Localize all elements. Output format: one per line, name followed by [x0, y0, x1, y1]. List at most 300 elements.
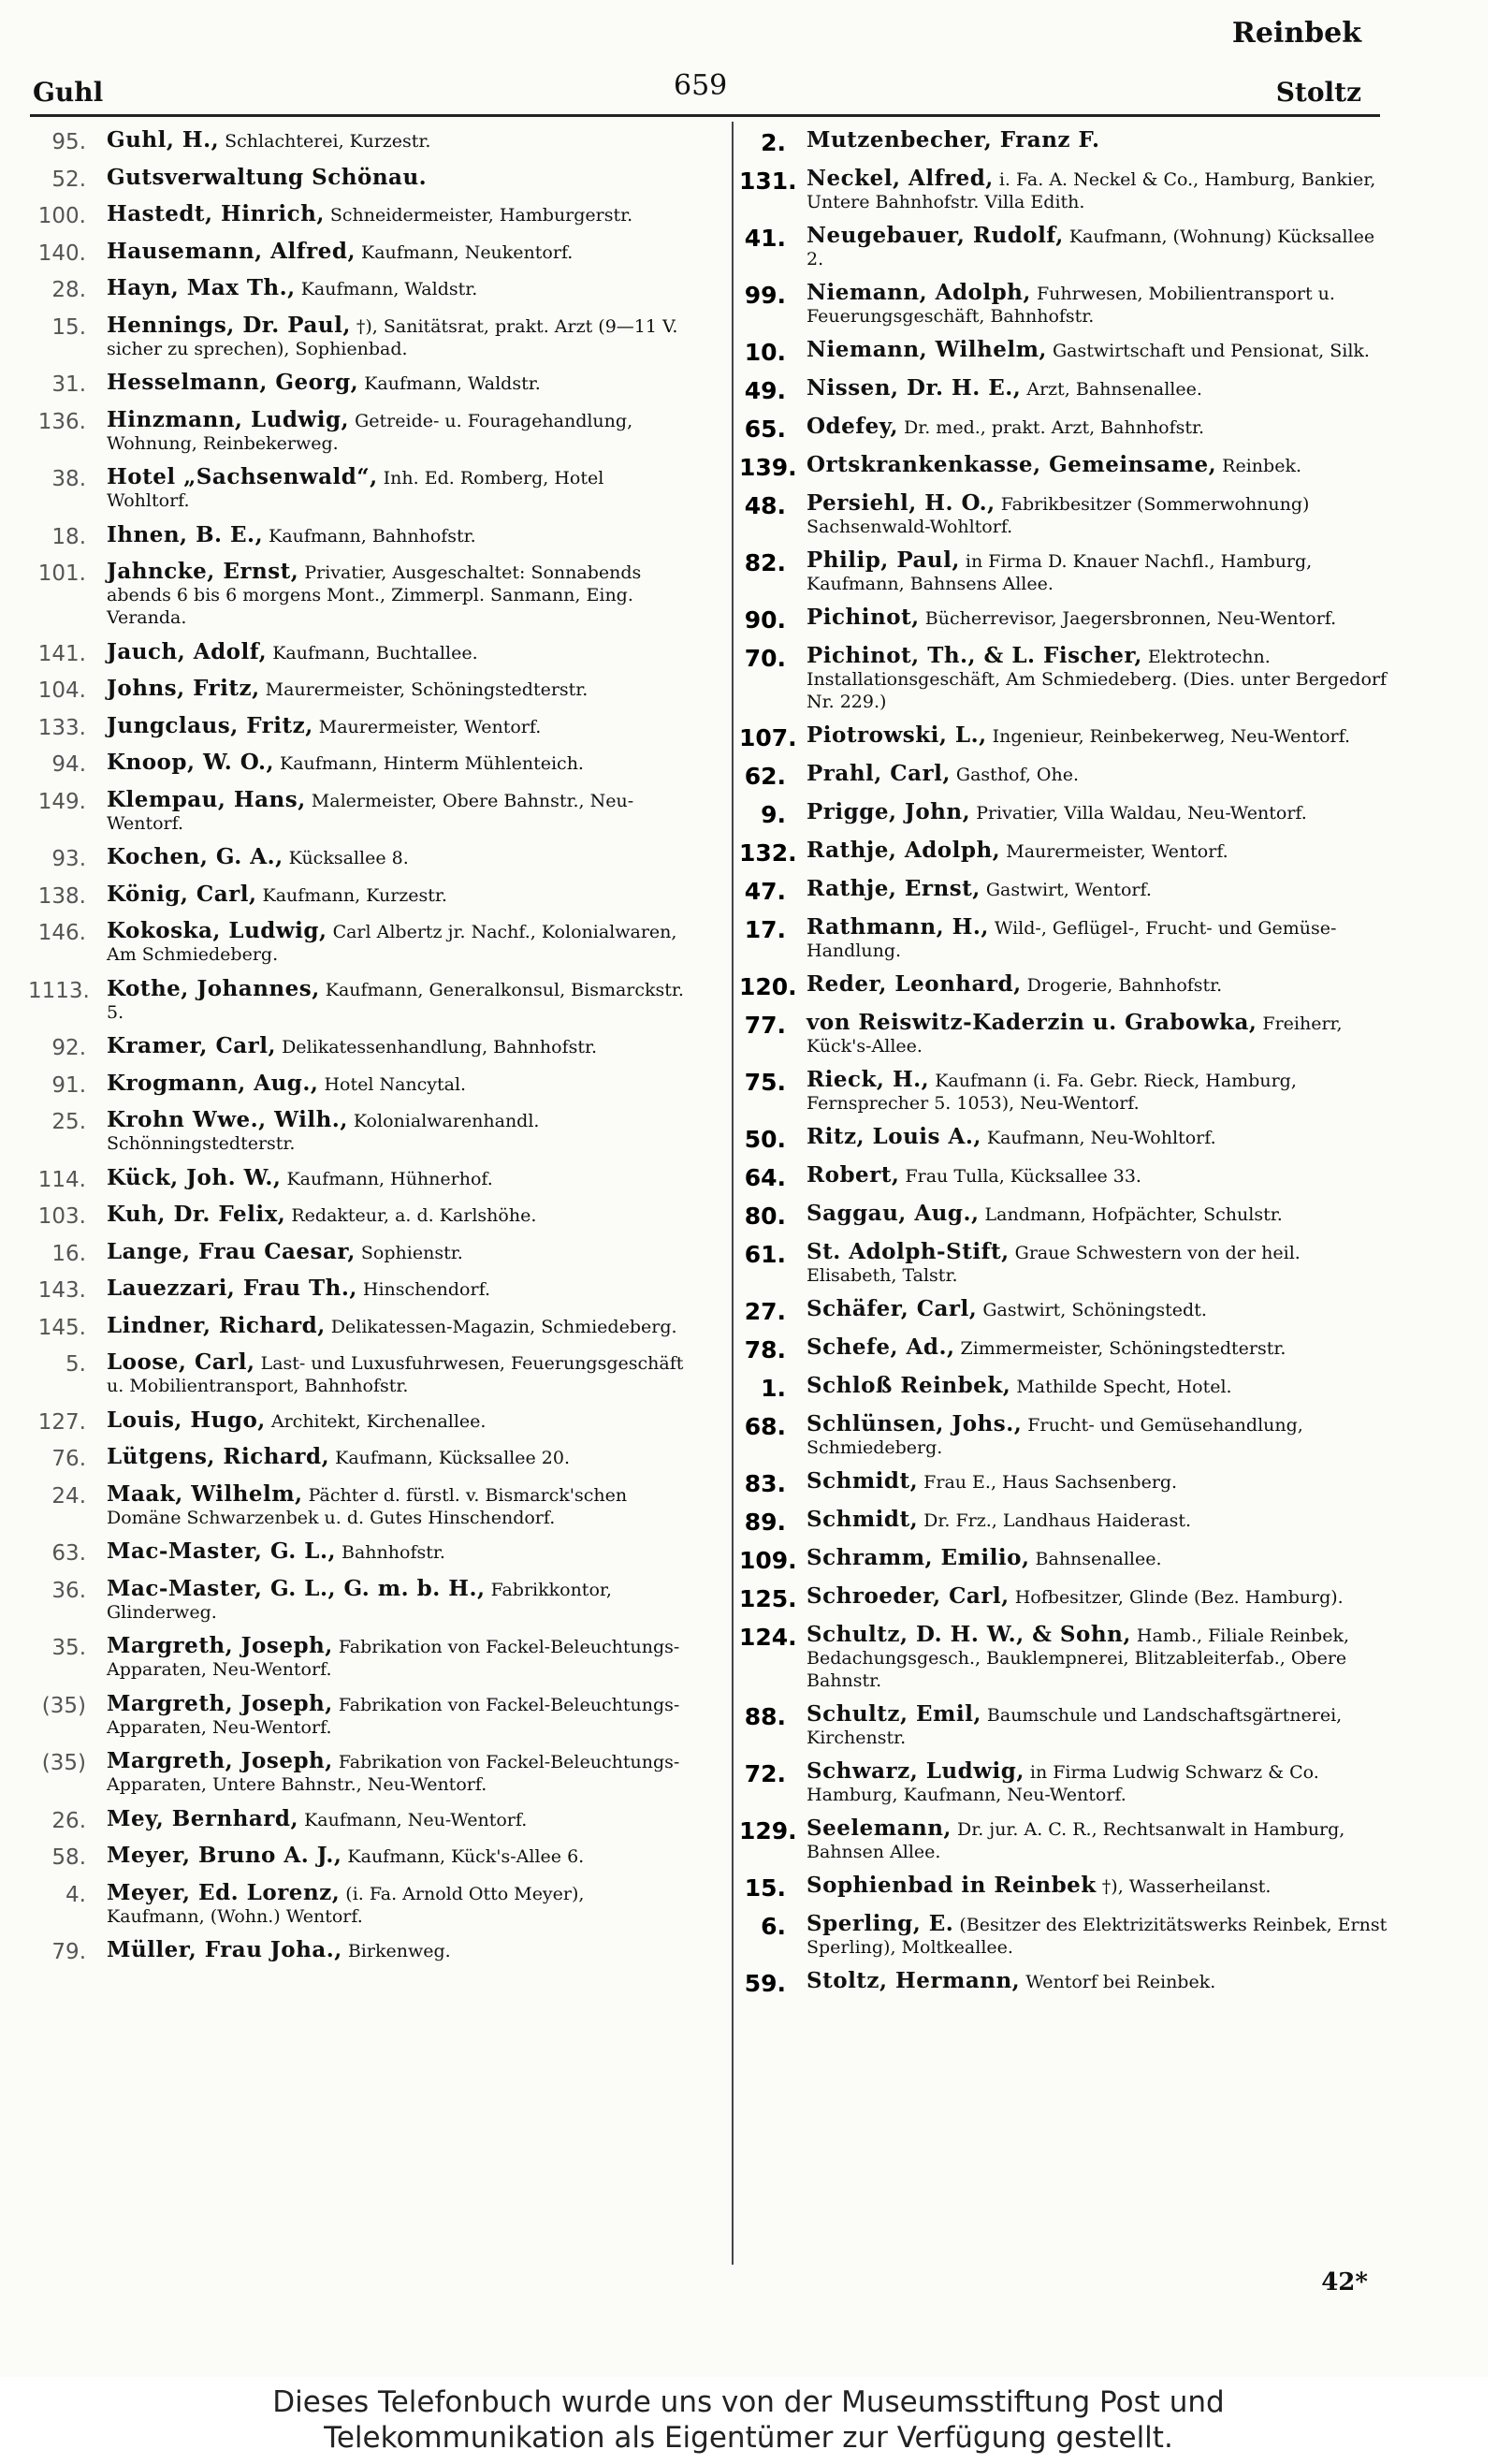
- entry-text: [807, 801, 1389, 824]
- subscriber-details: Fabrikation von Fackel-Beleuchtungs-Apparaten, Untere Bahnstr., Neu-Wentorf.: [107, 1752, 680, 1795]
- subscriber-details: Fabrikation von Fackel-Beleuchtungs-Apparaten, Neu-Wentorf.: [107, 1694, 680, 1738]
- subscriber-name: Rathje, Ernst,: [807, 876, 981, 901]
- entry-text: [807, 645, 1389, 713]
- directory-entry: [28, 846, 688, 871]
- entry-text: [107, 1109, 688, 1155]
- subscriber-name: Schmidt,: [807, 1507, 919, 1532]
- subscriber-details: Frucht- und Gemüsehandlung, Schmiedeberg.: [807, 1415, 1303, 1458]
- subscriber-name: Schramm, Emilio,: [807, 1545, 1030, 1570]
- subscriber-details: Kaufmann, Buchtallee.: [272, 642, 478, 663]
- phone-number: 15.: [744, 1874, 786, 1902]
- entry-text: [807, 1509, 1389, 1532]
- entry-text: [807, 1336, 1389, 1360]
- entry-text: [107, 466, 688, 512]
- entry-text: [807, 282, 1389, 328]
- phone-number: (35): [41, 1751, 86, 1775]
- phone-number: 91.: [51, 1072, 86, 1098]
- subscriber-name: Ihnen, B. E.,: [107, 521, 264, 547]
- subscriber-details: Privatier, Ausgeschaltet: Sonnabends abends 6 bis 6 morgens Mont., Zimmerpl. Sanmann, Eing. Veranda.: [107, 562, 642, 628]
- directory-entry: [28, 1409, 688, 1435]
- phone-number: 64.: [744, 1164, 786, 1191]
- subscriber-name: Schroeder, Carl,: [807, 1583, 1010, 1609]
- entry-text: [107, 203, 688, 226]
- subscriber-name: Philip, Paul,: [807, 547, 960, 573]
- phone-number: 79.: [51, 1940, 86, 1964]
- subscriber-details: Kaufmann, Bahnhofstr.: [269, 525, 476, 547]
- subscriber-details: Inh. Ed. Romberg, Hotel Wohltorf.: [107, 468, 604, 511]
- directory-entry: [28, 1446, 688, 1471]
- subscriber-details: Redakteur, a. d. Karlshöhe.: [291, 1205, 537, 1226]
- subscriber-name: Klempau, Hans,: [107, 786, 306, 812]
- entry-text: [107, 521, 688, 547]
- entry-text: [107, 1035, 688, 1058]
- directory-entry: [739, 1585, 1389, 1612]
- directory-entry: [28, 1238, 688, 1266]
- directory-entry: [28, 883, 688, 909]
- subscriber-details: Gastwirt, Schöningstedt.: [982, 1300, 1207, 1320]
- subscriber-details: Kaufmann, Neu-Wohltorf.: [986, 1128, 1216, 1148]
- directory-entry: [28, 1109, 688, 1155]
- phone-number: 2.: [761, 129, 786, 156]
- directory-entry: [28, 164, 688, 192]
- phone-number: 16.: [51, 1241, 86, 1266]
- phone-number: 41.: [744, 225, 786, 252]
- entry-text: [807, 916, 1389, 962]
- phone-number: 70.: [744, 645, 786, 672]
- entry-text: [107, 314, 688, 360]
- subscriber-details: Kaufmann, Generalkonsul, Bismarckstr. 5.: [107, 979, 684, 1023]
- subscriber-details: Baumschule und Landschaftsgärtnerei, Kirchenstr.: [807, 1705, 1343, 1748]
- directory-entry: [739, 1509, 1389, 1536]
- directory-entry: [739, 1069, 1389, 1115]
- directory-entry: [28, 561, 688, 629]
- directory-entry: [739, 916, 1389, 962]
- entry-text: [107, 638, 688, 664]
- subscriber-details: Gasthof, Ohe.: [955, 765, 1080, 785]
- directory-entry: [739, 129, 1389, 156]
- subscriber-details: Kaufmann, Hühnerhof.: [286, 1168, 493, 1189]
- sheet-signature: 42*: [1321, 2268, 1368, 2296]
- subscriber-name: Krohn Wwe., Wilh.,: [107, 1107, 348, 1132]
- subscriber-name: Johns, Fritz,: [107, 676, 260, 701]
- entry-text: [107, 1844, 688, 1868]
- subscriber-name: Kokoska, Ludwig,: [107, 918, 327, 943]
- entry-text: [807, 1126, 1389, 1149]
- subscriber-details: Birkenweg.: [347, 1941, 451, 1961]
- entry-text: [807, 1624, 1389, 1692]
- phone-number: 6.: [761, 1913, 786, 1940]
- left-column: [28, 129, 688, 1976]
- place-heading: Reinbek: [1231, 17, 1361, 50]
- subscriber-name: Lindner, Richard,: [107, 1312, 326, 1338]
- subscriber-name: Kothe, Johannes,: [107, 975, 320, 1001]
- directory-entry: [739, 645, 1389, 713]
- subscriber-name: Nissen, Dr. H. E.,: [807, 375, 1022, 401]
- directory-entry: [28, 1035, 688, 1060]
- entry-text: [107, 1446, 688, 1469]
- directory-entry: [28, 1277, 688, 1303]
- subscriber-name: Lauezzari, Frau Th.,: [107, 1276, 357, 1301]
- entry-text: [107, 277, 688, 300]
- subscriber-details: Kaufmann, Waldstr.: [300, 279, 478, 299]
- directory-entry: [739, 416, 1389, 443]
- phone-number: 58.: [51, 1845, 86, 1870]
- directory-entry: [739, 492, 1389, 538]
- entry-text: [107, 164, 688, 190]
- entry-text: [107, 1164, 688, 1190]
- entry-text: [107, 883, 688, 907]
- subscriber-details: Delikatessen-Magazin, Schmiedeberg.: [330, 1316, 677, 1337]
- subscriber-details: Dr. Frz., Landhaus Haiderast.: [923, 1510, 1192, 1531]
- directory-entry: [28, 372, 688, 397]
- left-guide-word: Guhl: [33, 77, 104, 108]
- subscriber-name: Sophienbad in Reinbek: [807, 1873, 1097, 1898]
- directory-entry: [739, 1624, 1389, 1692]
- entry-text: [107, 678, 688, 701]
- subscriber-details: Reinbek.: [1222, 456, 1301, 476]
- directory-entry: [28, 1805, 688, 1833]
- entry-text: [807, 416, 1389, 439]
- subscriber-details: Drogerie, Bahnhofstr.: [1026, 975, 1223, 996]
- directory-entry: [739, 1817, 1389, 1863]
- directory-entry: [739, 1126, 1389, 1153]
- phone-number: 80.: [744, 1203, 786, 1230]
- phone-number: 138.: [37, 883, 86, 909]
- directory-entry: [739, 1298, 1389, 1325]
- directory-entry: [739, 454, 1389, 481]
- subscriber-name: Schloß Reinbek,: [807, 1373, 1011, 1398]
- subscriber-name: Prigge, John,: [807, 799, 971, 824]
- directory-entry: [28, 1844, 688, 1870]
- entry-text: [107, 561, 688, 629]
- directory-entry: [28, 406, 688, 455]
- subscriber-name: Rathje, Adolph,: [807, 838, 1001, 863]
- subscriber-details: Landmann, Hofpächter, Schulstr.: [984, 1204, 1283, 1225]
- phone-number: 92.: [51, 1036, 86, 1060]
- entry-text: [807, 339, 1389, 362]
- directory-entry: [739, 1913, 1389, 1959]
- subscriber-name: Persiehl, H. O.,: [807, 490, 996, 516]
- entry-text: [107, 786, 688, 835]
- entry-text: [807, 1375, 1389, 1398]
- phone-number: 28.: [51, 278, 86, 302]
- subscriber-name: Schultz, D. H. W., & Sohn,: [807, 1622, 1131, 1647]
- phone-number: 139.: [739, 454, 797, 481]
- subscriber-name: Neckel, Alfred,: [807, 166, 994, 191]
- subscriber-details: Pächter d. fürstl. v. Bismarck'schen Domäne Schwarzenbek u. d. Gutes Hinschendorf.: [107, 1484, 628, 1528]
- entry-text: [107, 1540, 688, 1564]
- directory-entry: [28, 1351, 688, 1397]
- subscriber-details: Gastwirt, Wentorf.: [985, 880, 1152, 900]
- phone-number: 62.: [744, 763, 786, 790]
- directory-entry: [739, 168, 1389, 213]
- entry-text: [807, 763, 1389, 786]
- entry-text: [107, 1939, 688, 1962]
- phone-number: 83.: [744, 1470, 786, 1497]
- entry-text: [807, 492, 1389, 538]
- subscriber-details: Kaufmann, Kück's-Allee 6.: [347, 1846, 585, 1867]
- subscriber-details: in Firma D. Knauer Nachfl., Hamburg, Kaufmann, Bahnsens Allee.: [807, 551, 1313, 594]
- entry-text: [807, 1470, 1389, 1494]
- subscriber-name: Schäfer, Carl,: [807, 1296, 978, 1321]
- phone-number: 120.: [739, 973, 797, 1000]
- subscriber-name: Niemann, Adolph,: [807, 280, 1031, 305]
- entry-text: [107, 372, 688, 395]
- entry-text: [107, 1072, 688, 1096]
- subscriber-details: Maurermeister, Schöningstedterstr.: [265, 679, 589, 700]
- directory-entry: [739, 839, 1389, 867]
- subscriber-name: Rieck, H.,: [807, 1067, 930, 1092]
- entry-text: [107, 1805, 688, 1831]
- directory-entry: [28, 1575, 688, 1624]
- directory-entry: [739, 549, 1389, 595]
- subscriber-name: Mac-Master, G. L.,: [107, 1538, 336, 1564]
- entry-text: [807, 1298, 1389, 1321]
- phone-number: 141.: [37, 641, 86, 666]
- subscriber-name: Sperling, E.: [807, 1911, 954, 1936]
- phone-number: 27.: [744, 1298, 786, 1325]
- subscriber-name: Hotel „Sachsenwald“,: [107, 464, 378, 489]
- phone-number: 143.: [37, 1278, 86, 1303]
- subscriber-details: Arzt, Bahnsenallee.: [1026, 379, 1202, 400]
- phone-number: 75.: [744, 1069, 786, 1096]
- subscriber-name: Lange, Frau Caesar,: [107, 1238, 356, 1264]
- entry-text: [807, 1703, 1389, 1749]
- entry-text: [807, 1874, 1389, 1898]
- directory-entry: [28, 1540, 688, 1566]
- subscriber-details: Schneidermeister, Hamburgerstr.: [329, 205, 633, 226]
- entry-text: [807, 168, 1389, 213]
- entry-text: [807, 606, 1389, 630]
- entry-text: [107, 1690, 688, 1739]
- subscriber-details: Malermeister, Obere Bahnstr., Neu-Wentorf.: [107, 790, 634, 834]
- subscriber-name: Pichinot, Th., & L. Fischer,: [807, 643, 1142, 668]
- subscriber-name: Schwarz, Ludwig,: [807, 1758, 1025, 1784]
- directory-entry: [28, 1750, 688, 1796]
- directory-entry: [739, 225, 1389, 270]
- directory-entry: [739, 1470, 1389, 1497]
- entry-text: [107, 846, 688, 869]
- phone-number: 100.: [37, 204, 86, 228]
- subscriber-details: Getreide- u. Fouragehandlung, Wohnung, Reinbekerweg.: [107, 410, 633, 454]
- directory-entry: [739, 1241, 1389, 1287]
- phone-number: 101.: [37, 561, 86, 586]
- subscriber-details: Hamb., Filiale Reinbek, Bedachungsgesch., Bauklempnerei, Blitzableiterfab., Obere Bahnstr.: [807, 1626, 1349, 1691]
- subscriber-name: Hausemann, Alfred,: [107, 238, 356, 264]
- entry-text: [807, 878, 1389, 901]
- directory-entry: [28, 203, 688, 228]
- subscriber-name: Rathmann, H.,: [807, 914, 989, 940]
- entry-text: [107, 1409, 688, 1433]
- phone-number: 18.: [51, 524, 86, 549]
- phone-number: 65.: [744, 416, 786, 443]
- phone-number: 1.: [761, 1375, 786, 1402]
- directory-entry: [28, 1312, 688, 1340]
- directory-entry: [28, 975, 688, 1024]
- entry-text: [107, 129, 688, 153]
- phone-number: 149.: [37, 789, 86, 814]
- subscriber-details: Hofbesitzer, Glinde (Bez. Hamburg).: [1014, 1587, 1344, 1608]
- subscriber-name: von Reiswitz-Kaderzin u. Grabowka,: [807, 1010, 1257, 1035]
- subscriber-name: Hinzmann, Ludwig,: [107, 406, 350, 432]
- entry-text: [807, 1164, 1389, 1188]
- subscriber-details: (i. Fa. Arnold Otto Meyer), Kaufmann, (Wohn.) Wentorf.: [107, 1883, 585, 1927]
- subscriber-name: Maak, Wilhelm,: [107, 1480, 303, 1507]
- subscriber-name: Kuh, Dr. Felix,: [107, 1202, 286, 1227]
- subscriber-details: Hotel Nancytal.: [324, 1073, 467, 1095]
- subscriber-name: Kramer, Carl,: [107, 1033, 277, 1058]
- phone-number: 35.: [51, 1636, 86, 1660]
- directory-entry: [739, 1703, 1389, 1749]
- subscriber-name: Neugebauer, Rudolf,: [807, 223, 1064, 248]
- subscriber-details: Wild-, Geflügel-, Frucht- und Gemüse-Handlung.: [807, 918, 1337, 961]
- subscriber-details: Fuhrwesen, Mobilientransport u. Feuerungsgeschäft, Bahnhofstr.: [807, 284, 1335, 327]
- subscriber-name: Knoop, W. O.,: [107, 750, 274, 775]
- subscriber-details: Freiherr, Kück's-Allee.: [807, 1013, 1343, 1057]
- footer-line-1: Dieses Telefonbuch wurde uns von der Museumsstiftung Post und: [272, 2385, 1225, 2419]
- subscriber-details: i. Fa. A. Neckel & Co., Hamburg, Bankier, Untere Bahnhofstr. Villa Edith.: [807, 169, 1376, 212]
- subscriber-details: Bahnhofstr.: [342, 1542, 445, 1563]
- subscriber-name: Margreth, Joseph,: [107, 1748, 333, 1773]
- directory-entry: [739, 1203, 1389, 1230]
- directory-entry: [28, 466, 688, 512]
- entry-text: [107, 712, 688, 738]
- entry-text: [807, 129, 1389, 153]
- phone-number: 99.: [744, 282, 786, 309]
- subscriber-name: Mutzenbecher, Franz F.: [807, 127, 1100, 153]
- directory-entry: [739, 1970, 1389, 1997]
- subscriber-name: Piotrowski, L.,: [807, 722, 987, 748]
- subscriber-details: Wentorf bei Reinbek.: [1025, 1972, 1216, 1992]
- directory-entry: [739, 1874, 1389, 1902]
- phone-number: 132.: [739, 839, 797, 867]
- right-column: [739, 129, 1389, 2008]
- directory-entry: [28, 1690, 688, 1739]
- entry-text: [107, 1635, 688, 1681]
- subscriber-details: Fabrikation von Fackel-Beleuchtungs-Apparaten, Neu-Wentorf.: [107, 1637, 680, 1680]
- entry-text: [807, 1241, 1389, 1287]
- subscriber-name: Odefey,: [807, 414, 898, 439]
- subscriber-details: Maurermeister, Wentorf.: [1006, 841, 1228, 862]
- directory-entry: [28, 314, 688, 360]
- phone-number: 50.: [744, 1126, 786, 1153]
- entry-text: [107, 975, 688, 1024]
- subscriber-name: Reder, Leonhard,: [807, 971, 1022, 997]
- phone-number: 15.: [51, 314, 86, 340]
- phone-number: 4.: [65, 1882, 86, 1907]
- directory-entry: [28, 678, 688, 703]
- directory-entry: [739, 1760, 1389, 1806]
- subscriber-name: Hennings, Dr. Paul,: [107, 312, 351, 338]
- subscriber-details: Carl Albertz jr. Nachf., Kolonialwaren, Am Schmiedeberg.: [107, 922, 677, 965]
- phone-number: 140.: [37, 241, 86, 266]
- directory-entry: [28, 712, 688, 740]
- entry-text: [807, 973, 1389, 997]
- phone-number: 82.: [744, 549, 786, 576]
- subscriber-name: Saggau, Aug.,: [807, 1201, 980, 1226]
- subscriber-details: Frau E., Haus Sachsenberg.: [923, 1472, 1178, 1493]
- header-rule: [30, 114, 1380, 117]
- phone-number: 124.: [739, 1624, 797, 1651]
- subscriber-details: Zimmermeister, Schöningstedterstr.: [960, 1338, 1286, 1359]
- entry-text: [807, 454, 1389, 477]
- subscriber-name: Ritz, Louis A.,: [807, 1124, 981, 1149]
- directory-entry: [739, 763, 1389, 790]
- subscriber-details: Kaufmann (i. Fa. Gebr. Rieck, Hamburg, Fernsprecher 5. 1053), Neu-Wentorf.: [807, 1071, 1297, 1114]
- directory-entry: [28, 1072, 688, 1098]
- subscriber-details: Architekt, Kirchenallee.: [270, 1410, 487, 1432]
- phone-number: 38.: [51, 467, 86, 491]
- subscriber-name: Krogmann, Aug.,: [107, 1070, 319, 1096]
- entry-text: [807, 1585, 1389, 1609]
- directory-entry: [739, 801, 1389, 828]
- directory-entry: [739, 606, 1389, 634]
- subscriber-details: Kücksallee 8.: [288, 848, 409, 868]
- subscriber-name: Loose, Carl,: [107, 1349, 255, 1375]
- phone-number: 49.: [744, 377, 786, 404]
- subscriber-details: Kolonialwarenhandl. Schönningstedterstr.: [107, 1111, 540, 1154]
- entry-text: [107, 1351, 688, 1397]
- directory-entry: [28, 1879, 688, 1928]
- subscriber-name: Louis, Hugo,: [107, 1407, 266, 1433]
- directory-entry: [739, 1547, 1389, 1574]
- subscriber-name: Hayn, Max Th.,: [107, 275, 296, 300]
- directory-entry: [739, 1336, 1389, 1363]
- entry-text: [107, 1277, 688, 1301]
- directory-entry: [28, 920, 688, 966]
- phone-number: 25.: [51, 1110, 86, 1134]
- phone-number: 72.: [744, 1760, 786, 1787]
- phone-number: 68.: [744, 1413, 786, 1440]
- entry-text: [107, 238, 688, 264]
- entry-text: [807, 1203, 1389, 1226]
- subscriber-name: Meyer, Ed. Lorenz,: [107, 1879, 341, 1905]
- phone-number: 24.: [51, 1483, 86, 1509]
- directory-entry: [28, 277, 688, 302]
- subscriber-details: Kaufmann, Neu-Wentorf.: [304, 1809, 528, 1830]
- subscriber-name: Jahncke, Ernst,: [107, 559, 299, 584]
- entry-text: [107, 1879, 688, 1928]
- footer-credit: [0, 2377, 1497, 2464]
- subscriber-details: Kaufmann, Hinterm Mühlenteich.: [280, 753, 584, 774]
- phone-number: 47.: [744, 878, 786, 905]
- subscriber-name: Seelemann,: [807, 1815, 952, 1841]
- directory-entry: [28, 1480, 688, 1529]
- phone-number: 94.: [51, 752, 86, 777]
- phone-number: 93.: [51, 847, 86, 871]
- subscriber-details: †), Sanitätsrat, prakt. Arzt (9—11 V. sicher zu sprechen), Sophienbad.: [107, 315, 678, 359]
- directory-entry: [739, 1375, 1389, 1402]
- subscriber-name: Schefe, Ad.,: [807, 1334, 955, 1360]
- directory-entry: [739, 339, 1389, 366]
- entry-text: [807, 724, 1389, 748]
- subscriber-name: Ortskrankenkasse, Gemeinsame,: [807, 452, 1217, 477]
- entry-text: [107, 1750, 688, 1796]
- subscriber-details: Sophienstr.: [360, 1242, 463, 1263]
- phone-number: 26.: [51, 1808, 86, 1833]
- phone-number: 114.: [37, 1167, 86, 1192]
- directory-entry: [739, 377, 1389, 404]
- entry-text: [807, 839, 1389, 863]
- entry-text: [807, 377, 1389, 401]
- phone-number: 63.: [51, 1541, 86, 1566]
- entry-text: [807, 1012, 1389, 1057]
- phone-number: 10.: [744, 339, 786, 366]
- subscriber-name: Schultz, Emil,: [807, 1701, 981, 1727]
- phone-number: 31.: [51, 372, 86, 397]
- subscriber-details: Mathilde Specht, Hotel.: [1016, 1377, 1232, 1397]
- phone-number: 59.: [744, 1970, 786, 1997]
